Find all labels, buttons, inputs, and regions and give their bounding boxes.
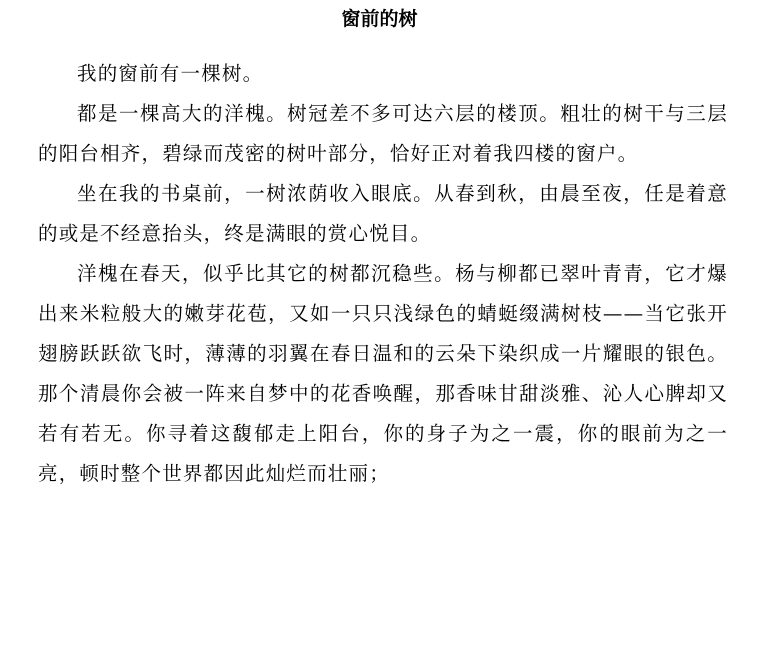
document-body [38, 54, 728, 494]
paragraph-1: 我的窗前有一棵树。 [77, 62, 264, 85]
paragraph-4: 洋槐在春天，似乎比其它的树都沉稳些。杨与柳都已翠叶青青，它才爆出来米粒般大的嫩芽花苞，又如一只只浅绿色的蜻蜓缀满树枝——当它张开翅膀跃跃欲飞时，薄薄的羽翼在春日温和的云朵下染织成一片耀眼的银色。那个清晨你会被一阵来自梦中的花香唤醒，那香味甘甜淡雅、沁人心脾却又若有若无。你寻着这馥郁走上阳台，你的身子为之一震，你的眼前为之一亮，顿时整个世界都因此灿烂而壮丽； [38, 262, 728, 485]
paragraph-3: 坐在我的书桌前，一树浓荫收入眼底。从春到秋，由晨至夜，任是着意的或是不经意抬头，终是满眼的赏心悦目。 [38, 182, 728, 245]
paragraph-2: 都是一棵高大的洋槐。树冠差不多可达六层的楼顶。粗壮的树干与三层的阳台相齐，碧绿而茂密的树叶部分，恰好正对着我四楼的窗户。 [38, 102, 728, 165]
document-title: 窗前的树 [341, 8, 418, 30]
